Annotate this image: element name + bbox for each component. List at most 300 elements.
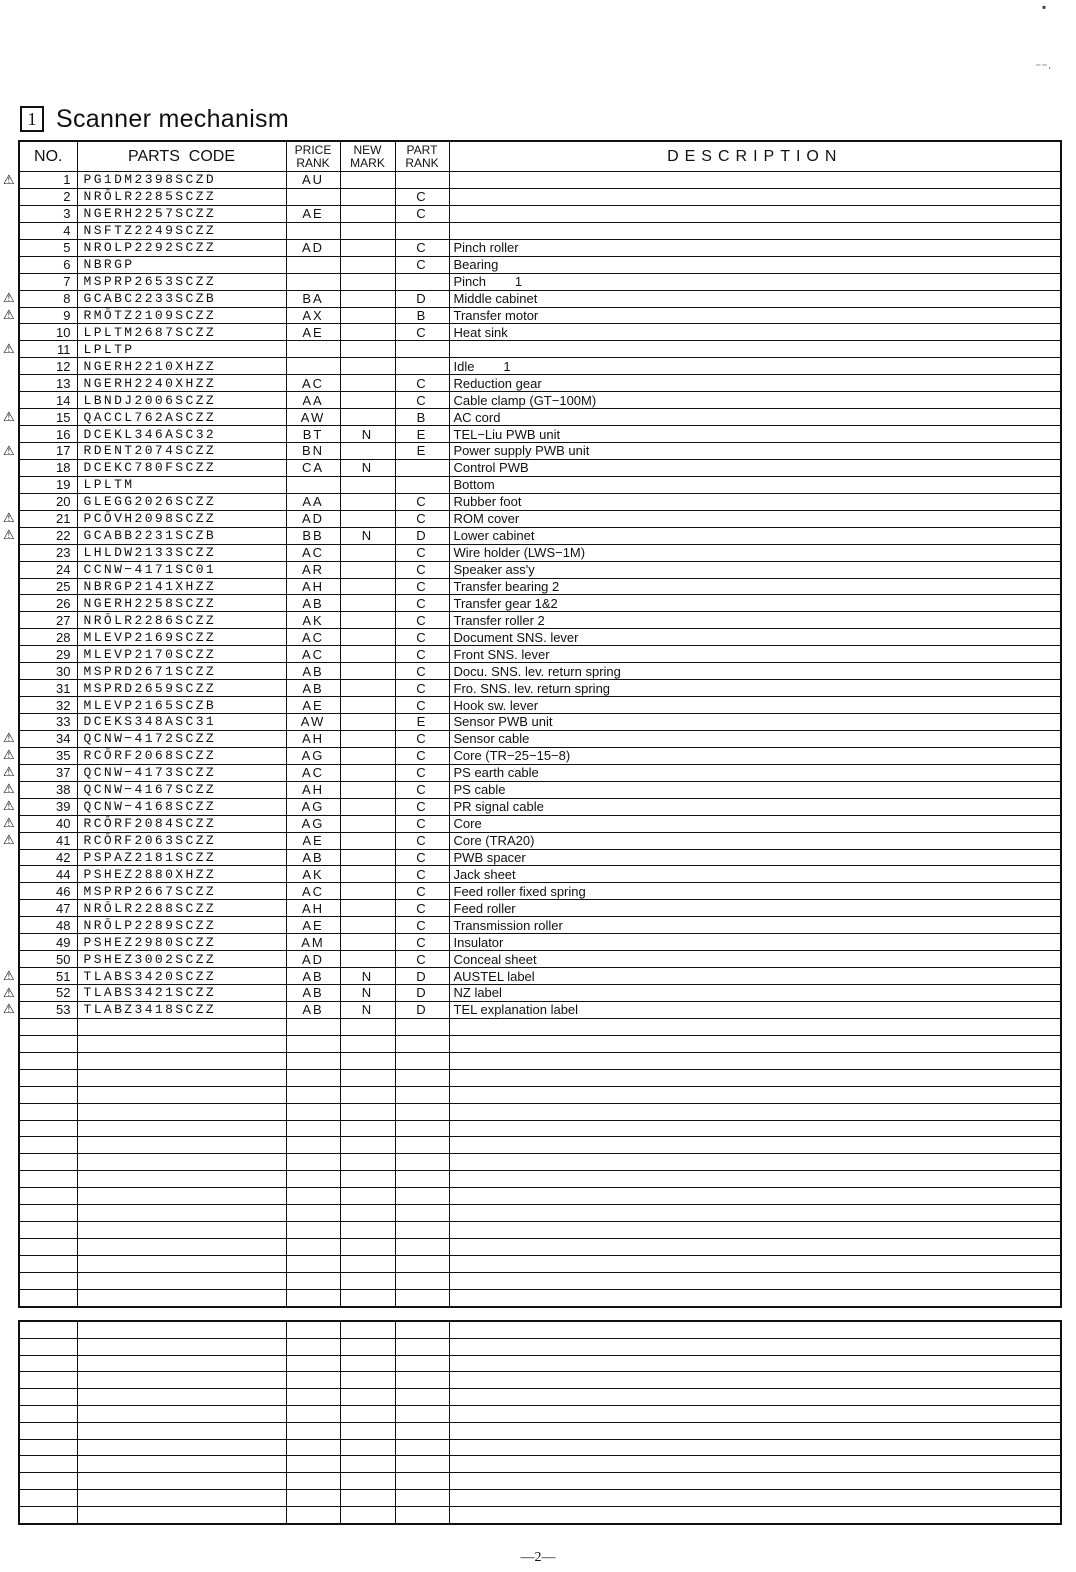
cell-rank — [395, 341, 449, 358]
cell-desc: Power supply PWB unit — [449, 443, 1061, 460]
cell-new — [340, 747, 395, 764]
cell-code: MLEVP2170SCZZ — [77, 646, 286, 663]
cell-code: LHLDW2133SCZZ — [77, 544, 286, 561]
empty-row — [19, 1405, 1061, 1422]
empty-row — [19, 1289, 1061, 1306]
cell-rank: C — [395, 883, 449, 900]
section-title — [20, 104, 289, 134]
table-row — [19, 544, 1061, 561]
cell-rank: C — [395, 934, 449, 951]
cell-price: AB — [286, 595, 340, 612]
cell-desc: PS earth cable — [449, 764, 1061, 781]
cell-desc: Pinch 1 — [449, 273, 1061, 290]
cell-price: BB — [286, 527, 340, 544]
cell-new — [340, 815, 395, 832]
cell-price: AH — [286, 781, 340, 798]
empty-row — [19, 1222, 1061, 1239]
cell-price — [286, 256, 340, 273]
table-row — [19, 527, 1061, 544]
warning-icon: ⚠ — [3, 815, 15, 831]
empty-row — [19, 1439, 1061, 1456]
table-row — [19, 849, 1061, 866]
warning-icon: ⚠ — [3, 781, 15, 797]
table-row — [19, 968, 1061, 985]
parts-table — [18, 140, 1062, 1308]
cell-price: AD — [286, 239, 340, 256]
cell-price: AG — [286, 815, 340, 832]
cell-desc: Cable clamp (GT−100M) — [449, 392, 1061, 409]
empty-row — [19, 1489, 1061, 1506]
cell-code: RCŌRF2084SCZZ — [77, 815, 286, 832]
cell-new — [340, 849, 395, 866]
cell-new — [340, 798, 395, 815]
cell-price: AG — [286, 747, 340, 764]
cell-code: PSPAZ2181SCZZ — [77, 849, 286, 866]
cell-desc — [449, 341, 1061, 358]
cell-code: QCNW−4168SCZZ — [77, 798, 286, 815]
cell-rank: C — [395, 781, 449, 798]
cell-no: 49 — [19, 934, 77, 951]
cell-price: AA — [286, 493, 340, 510]
cell-new — [340, 510, 395, 527]
warning-icon: ⚠ — [3, 730, 15, 746]
cell-price: AC — [286, 764, 340, 781]
cell-price: AB — [286, 968, 340, 985]
page-number: —2— — [520, 1550, 556, 1565]
cell-rank: C — [395, 917, 449, 934]
empty-row — [19, 1018, 1061, 1035]
table-row — [19, 256, 1061, 273]
empty-row — [19, 1086, 1061, 1103]
cell-new: N — [340, 426, 395, 443]
cell-no: 7 — [19, 273, 77, 290]
cell-no: 41 — [19, 832, 77, 849]
cell-price: AB — [286, 663, 340, 680]
cell-new — [340, 578, 395, 595]
cell-rank: C — [395, 324, 449, 341]
cell-rank: C — [395, 764, 449, 781]
cell-code: PSHEZ3002SCZZ — [77, 951, 286, 968]
header-parts-code: PARTS CODE — [77, 141, 286, 172]
cell-new — [340, 917, 395, 934]
cell-code: LBNDJ2006SCZZ — [77, 392, 286, 409]
cell-new — [340, 324, 395, 341]
cell-rank: C — [395, 866, 449, 883]
cell-code: RMŌTZ2109SCZZ — [77, 307, 286, 324]
table-row — [19, 951, 1061, 968]
cell-code: RDENT2074SCZZ — [77, 443, 286, 460]
cell-code: MLEVP2165SCZB — [77, 697, 286, 714]
cell-no: 53 — [19, 1001, 77, 1018]
cell-no: 52 — [19, 985, 77, 1002]
cell-rank: C — [395, 697, 449, 714]
empty-row — [19, 1239, 1061, 1256]
table-row — [19, 866, 1061, 883]
cell-code: NSFTZ2249SCZZ — [77, 222, 286, 239]
empty-row — [19, 1372, 1061, 1389]
cell-no: 16 — [19, 426, 77, 443]
header-description: DESCRIPTION — [449, 141, 1061, 172]
cell-new — [340, 256, 395, 273]
cell-desc: Rubber foot — [449, 493, 1061, 510]
cell-desc: Transmission roller — [449, 917, 1061, 934]
cell-new — [340, 612, 395, 629]
table-row — [19, 646, 1061, 663]
warning-icon: ⚠ — [3, 798, 15, 814]
cell-price: AH — [286, 730, 340, 747]
warning-icon: ⚠ — [3, 1001, 15, 1017]
header-price-rank: PRICE RANK — [286, 141, 340, 172]
cell-no: 3 — [19, 205, 77, 222]
cell-price: AK — [286, 866, 340, 883]
cell-rank — [395, 172, 449, 189]
table-row — [19, 307, 1061, 324]
empty-row — [19, 1052, 1061, 1069]
cell-code: RCŌRF2068SCZZ — [77, 747, 286, 764]
cell-desc: TEL−Liu PWB unit — [449, 426, 1061, 443]
cell-code: TLABS3421SCZZ — [77, 985, 286, 1002]
cell-new — [340, 714, 395, 731]
cell-rank — [395, 459, 449, 476]
cell-new — [340, 951, 395, 968]
cell-code: LPLTM — [77, 476, 286, 493]
cell-price — [286, 341, 340, 358]
cell-rank: D — [395, 290, 449, 307]
cell-price: AB — [286, 985, 340, 1002]
cell-rank: D — [395, 968, 449, 985]
cell-rank: C — [395, 815, 449, 832]
cell-code: GLEGG2026SCZZ — [77, 493, 286, 510]
cell-no: 17 — [19, 443, 77, 460]
section-number: 1 — [20, 106, 44, 132]
cell-code: NGERH2210XHZZ — [77, 358, 286, 375]
cell-no: 46 — [19, 883, 77, 900]
cell-code: DCEKL346ASC32 — [77, 426, 286, 443]
cell-no: 50 — [19, 951, 77, 968]
cell-new — [340, 883, 395, 900]
table-row — [19, 747, 1061, 764]
cell-new: N — [340, 985, 395, 1002]
cell-rank: C — [395, 256, 449, 273]
cell-new — [340, 934, 395, 951]
cell-desc: Transfer gear 1&2 — [449, 595, 1061, 612]
table-row — [19, 764, 1061, 781]
table-row — [19, 510, 1061, 527]
table-row — [19, 714, 1061, 731]
cell-new — [340, 307, 395, 324]
cell-code: NGERH2257SCZZ — [77, 205, 286, 222]
warning-icon: ⚠ — [3, 527, 15, 543]
warning-icon: ⚠ — [3, 764, 15, 780]
cell-desc: PWB spacer — [449, 849, 1061, 866]
cell-desc: PR signal cable — [449, 798, 1061, 815]
cell-no: 44 — [19, 866, 77, 883]
cell-code: LPLTP — [77, 341, 286, 358]
cell-rank: C — [395, 595, 449, 612]
cell-new — [340, 832, 395, 849]
cell-rank: C — [395, 680, 449, 697]
table-row — [19, 324, 1061, 341]
cell-desc: Front SNS. lever — [449, 646, 1061, 663]
cell-desc: Heat sink — [449, 324, 1061, 341]
cell-desc: Transfer roller 2 — [449, 612, 1061, 629]
empty-row — [19, 1205, 1061, 1222]
cell-code: MSPRD2671SCZZ — [77, 663, 286, 680]
cell-rank: C — [395, 951, 449, 968]
cell-rank: C — [395, 375, 449, 392]
cell-rank: D — [395, 985, 449, 1002]
cell-code: MSPRP2667SCZZ — [77, 883, 286, 900]
cell-desc: Sensor cable — [449, 730, 1061, 747]
cell-code: TLABS3420SCZZ — [77, 968, 286, 985]
cell-no: 9 — [19, 307, 77, 324]
cell-no: 2 — [19, 188, 77, 205]
cell-rank — [395, 358, 449, 375]
cell-rank: E — [395, 714, 449, 731]
cell-rank: B — [395, 409, 449, 426]
table-row — [19, 493, 1061, 510]
cell-new — [340, 646, 395, 663]
cell-price: AK — [286, 612, 340, 629]
cell-no: 19 — [19, 476, 77, 493]
cell-code: GCABB2231SCZB — [77, 527, 286, 544]
cell-price: AD — [286, 510, 340, 527]
cell-rank: C — [395, 900, 449, 917]
cell-rank: B — [395, 307, 449, 324]
cell-code: NRŌLR2288SCZZ — [77, 900, 286, 917]
cell-code: PSHEZ2980SCZZ — [77, 934, 286, 951]
empty-row — [19, 1171, 1061, 1188]
warning-icon: ⚠ — [3, 290, 15, 306]
cell-new — [340, 663, 395, 680]
cell-desc: AC cord — [449, 409, 1061, 426]
cell-new — [340, 273, 395, 290]
table-row — [19, 392, 1061, 409]
cell-new — [340, 544, 395, 561]
cell-no: 28 — [19, 629, 77, 646]
cell-new — [340, 493, 395, 510]
cell-desc — [449, 222, 1061, 239]
cell-price: AW — [286, 409, 340, 426]
empty-row — [19, 1256, 1061, 1273]
table-row — [19, 290, 1061, 307]
cell-new — [340, 188, 395, 205]
cell-no: 22 — [19, 527, 77, 544]
warning-icon: ⚠ — [3, 510, 15, 526]
cell-new — [340, 375, 395, 392]
cell-rank: D — [395, 1001, 449, 1018]
cell-code: NRŌLR2286SCZZ — [77, 612, 286, 629]
cell-desc: Middle cabinet — [449, 290, 1061, 307]
cell-price: AC — [286, 544, 340, 561]
cell-no: 32 — [19, 697, 77, 714]
table-row — [19, 781, 1061, 798]
cell-desc: Docu. SNS. lev. return spring — [449, 663, 1061, 680]
table-row — [19, 612, 1061, 629]
cell-desc: Fro. SNS. lev. return spring — [449, 680, 1061, 697]
cell-no: 11 — [19, 341, 77, 358]
cell-price — [286, 358, 340, 375]
cell-rank: C — [395, 612, 449, 629]
empty-row — [19, 1338, 1061, 1355]
table-row — [19, 832, 1061, 849]
cell-code: QCNW−4172SCZZ — [77, 730, 286, 747]
cell-no: 14 — [19, 392, 77, 409]
cell-new — [340, 392, 395, 409]
cell-desc: Insulator — [449, 934, 1061, 951]
cell-no: 10 — [19, 324, 77, 341]
cell-rank: C — [395, 663, 449, 680]
warning-icon: ⚠ — [3, 984, 15, 1000]
cell-rank — [395, 222, 449, 239]
empty-row — [19, 1456, 1061, 1473]
cell-no: 27 — [19, 612, 77, 629]
cell-price: AA — [286, 392, 340, 409]
warning-icon: ⚠ — [3, 171, 15, 187]
cell-rank: C — [395, 646, 449, 663]
table-row — [19, 239, 1061, 256]
table-row — [19, 409, 1061, 426]
cell-desc: Transfer bearing 2 — [449, 578, 1061, 595]
table-row — [19, 900, 1061, 917]
cell-code: LPLTM2687SCZZ — [77, 324, 286, 341]
cell-new — [340, 697, 395, 714]
cell-no: 47 — [19, 900, 77, 917]
cell-price: AD — [286, 951, 340, 968]
cell-desc — [449, 188, 1061, 205]
cell-desc: Control PWB — [449, 459, 1061, 476]
section-title-text: Scanner mechanism — [56, 104, 289, 133]
cell-no: 5 — [19, 239, 77, 256]
table-row — [19, 358, 1061, 375]
table-row — [19, 798, 1061, 815]
cell-rank: C — [395, 730, 449, 747]
cell-no: 21 — [19, 510, 77, 527]
corner-dot: ▪ — [1042, 0, 1047, 14]
cell-new — [340, 781, 395, 798]
empty-row — [19, 1355, 1061, 1372]
warning-icon: ⚠ — [3, 340, 15, 356]
cell-desc: Bottom — [449, 476, 1061, 493]
cell-no: 26 — [19, 595, 77, 612]
cell-desc: NZ label — [449, 985, 1061, 1002]
cell-new — [340, 205, 395, 222]
empty-row — [19, 1188, 1061, 1205]
cell-no: 39 — [19, 798, 77, 815]
cell-desc: Bearing — [449, 256, 1061, 273]
cell-price: AE — [286, 917, 340, 934]
cell-price: AC — [286, 646, 340, 663]
cell-rank: C — [395, 832, 449, 849]
cell-no: 20 — [19, 493, 77, 510]
cell-rank: C — [395, 561, 449, 578]
cell-desc: TEL explanation label — [449, 1001, 1061, 1018]
table-row — [19, 426, 1061, 443]
cell-no: 23 — [19, 544, 77, 561]
cell-new — [340, 866, 395, 883]
cell-code: NGERH2258SCZZ — [77, 595, 286, 612]
cell-no: 40 — [19, 815, 77, 832]
cell-new: N — [340, 527, 395, 544]
cell-desc: Core (TR−25−15−8) — [449, 747, 1061, 764]
table-row — [19, 172, 1061, 189]
cell-desc: Feed roller — [449, 900, 1061, 917]
cell-code: CCNW−4171SC01 — [77, 561, 286, 578]
cell-code: NRŌLP2289SCZZ — [77, 917, 286, 934]
cell-no: 51 — [19, 968, 77, 985]
cell-rank: C — [395, 629, 449, 646]
cell-new — [340, 900, 395, 917]
cell-desc: Wire holder (LWS−1M) — [449, 544, 1061, 561]
cell-code: MSPRD2659SCZZ — [77, 680, 286, 697]
cell-rank: E — [395, 426, 449, 443]
cell-price: CA — [286, 459, 340, 476]
cell-no: 13 — [19, 375, 77, 392]
cell-price: AE — [286, 205, 340, 222]
cell-new — [340, 476, 395, 493]
cell-price: AH — [286, 578, 340, 595]
cell-price: AE — [286, 324, 340, 341]
empty-row — [19, 1422, 1061, 1439]
table-row — [19, 730, 1061, 747]
cell-no: 37 — [19, 764, 77, 781]
warning-icon: ⚠ — [3, 832, 15, 848]
cell-price: AX — [286, 307, 340, 324]
cell-code: NBRGP2141XHZZ — [77, 578, 286, 595]
cell-code: PSHEZ2880XHZZ — [77, 866, 286, 883]
cell-rank: C — [395, 205, 449, 222]
cell-price: AR — [286, 561, 340, 578]
cell-code: NBRGP — [77, 256, 286, 273]
cell-rank: E — [395, 443, 449, 460]
blank-table — [18, 1320, 1062, 1525]
table-row — [19, 273, 1061, 290]
cell-desc: Core (TRA20) — [449, 832, 1061, 849]
cell-code: MSPRP2653SCZZ — [77, 273, 286, 290]
cell-price: AB — [286, 849, 340, 866]
table-row — [19, 443, 1061, 460]
cell-new — [340, 222, 395, 239]
cell-desc: Idle 1 — [449, 358, 1061, 375]
cell-code: TLABZ3418SCZZ — [77, 1001, 286, 1018]
cell-price: BT — [286, 426, 340, 443]
cell-price: AE — [286, 832, 340, 849]
empty-row — [19, 1035, 1061, 1052]
empty-row — [19, 1506, 1061, 1523]
cell-price: AC — [286, 375, 340, 392]
cell-new: N — [340, 968, 395, 985]
table-row — [19, 578, 1061, 595]
cell-rank: C — [395, 747, 449, 764]
cell-price: AG — [286, 798, 340, 815]
cell-rank: C — [395, 510, 449, 527]
header-part-rank: PART RANK — [395, 141, 449, 172]
cell-new — [340, 409, 395, 426]
cell-desc: Hook sw. lever — [449, 697, 1061, 714]
table-row — [19, 934, 1061, 951]
cell-no: 24 — [19, 561, 77, 578]
cell-new — [340, 172, 395, 189]
cell-rank: C — [395, 798, 449, 815]
cell-code: NRŌLR2285SCZZ — [77, 188, 286, 205]
table-row — [19, 205, 1061, 222]
empty-row — [19, 1321, 1061, 1338]
warning-icon: ⚠ — [3, 307, 15, 322]
cell-code: NROLP2292SCZZ — [77, 239, 286, 256]
cell-no: 1 — [19, 172, 77, 189]
cell-new — [340, 341, 395, 358]
table-row — [19, 629, 1061, 646]
